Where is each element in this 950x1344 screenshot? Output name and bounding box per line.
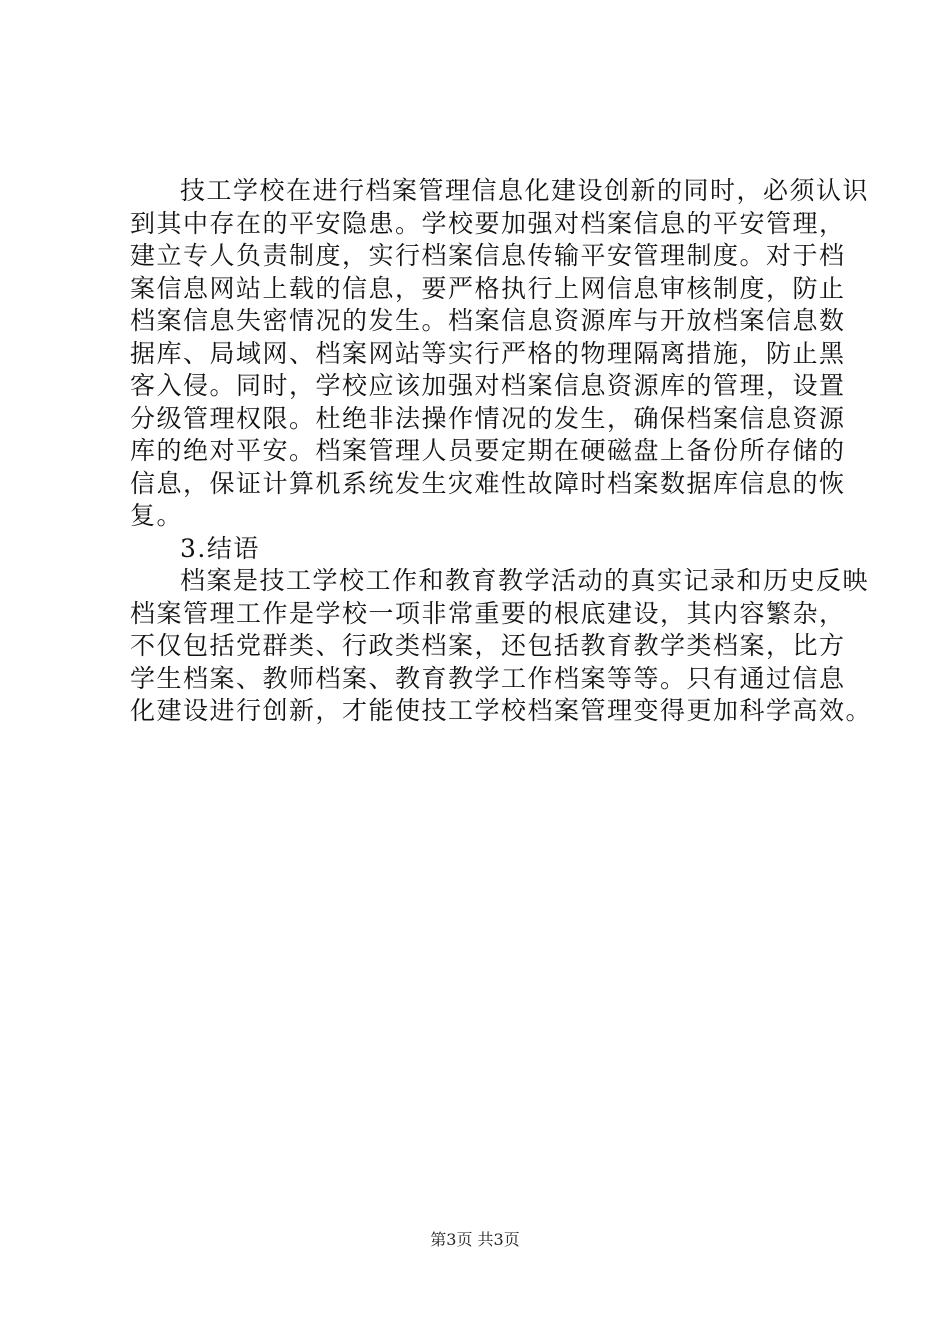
paragraph-line: 档案信息失密情况的发生。档案信息资源库与开放档案信息数 (130, 306, 846, 335)
paragraph-line: 建立专人负责制度，实行档案信息传输平安管理制度。对于档 (130, 241, 846, 270)
paragraph-line: 到其中存在的平安隐患。学校要加强对档案信息的平安管理， (130, 208, 846, 238)
paragraph-line: 客入侵。同时，学校应该加强对档案信息资源库的管理，设置 (130, 371, 846, 400)
paragraph-line: 据库、局域网、档案网站等实行严格的物理隔离措施，防止黑 (130, 338, 846, 368)
paragraph-line: 化建设进行创新，才能使技工学校档案管理变得更加科学高效。 (130, 696, 873, 725)
paragraph-line: 复。 (130, 501, 184, 530)
document-body (130, 175, 873, 728)
paragraph-line: 档案是技工学校工作和教育教学活动的真实记录和历史反映 (180, 566, 870, 595)
paragraph-line: 技工学校在进行档案管理信息化建设创新的同时，必须认识 (180, 176, 870, 205)
paragraph-line: 分级管理权限。杜绝非法操作情况的发生，确保档案信息资源 (130, 403, 846, 433)
paragraph-line: 学生档案、教师档案、教育教学工作档案等等。只有通过信息 (130, 663, 846, 693)
paragraph-line: 不仅包括党群类、行政类档案，还包括教育教学类档案，比方 (130, 631, 846, 660)
paragraph-line: 信息，保证计算机系统发生灾难性故障时档案数据库信息的恢 (130, 468, 846, 498)
paragraph-line: 库的绝对平安。档案管理人员要定期在硬磁盘上备份所存储的 (130, 436, 846, 465)
paragraph-line: 档案管理工作是学校一项非常重要的根底建设，其内容繁杂， (130, 598, 846, 628)
page-number-footer: 第3页 共3页 (430, 1230, 520, 1249)
section-heading: 3.结语 (180, 533, 260, 563)
paragraph-line: 案信息网站上载的信息，要严格执行上网信息审核制度，防止 (130, 273, 846, 303)
